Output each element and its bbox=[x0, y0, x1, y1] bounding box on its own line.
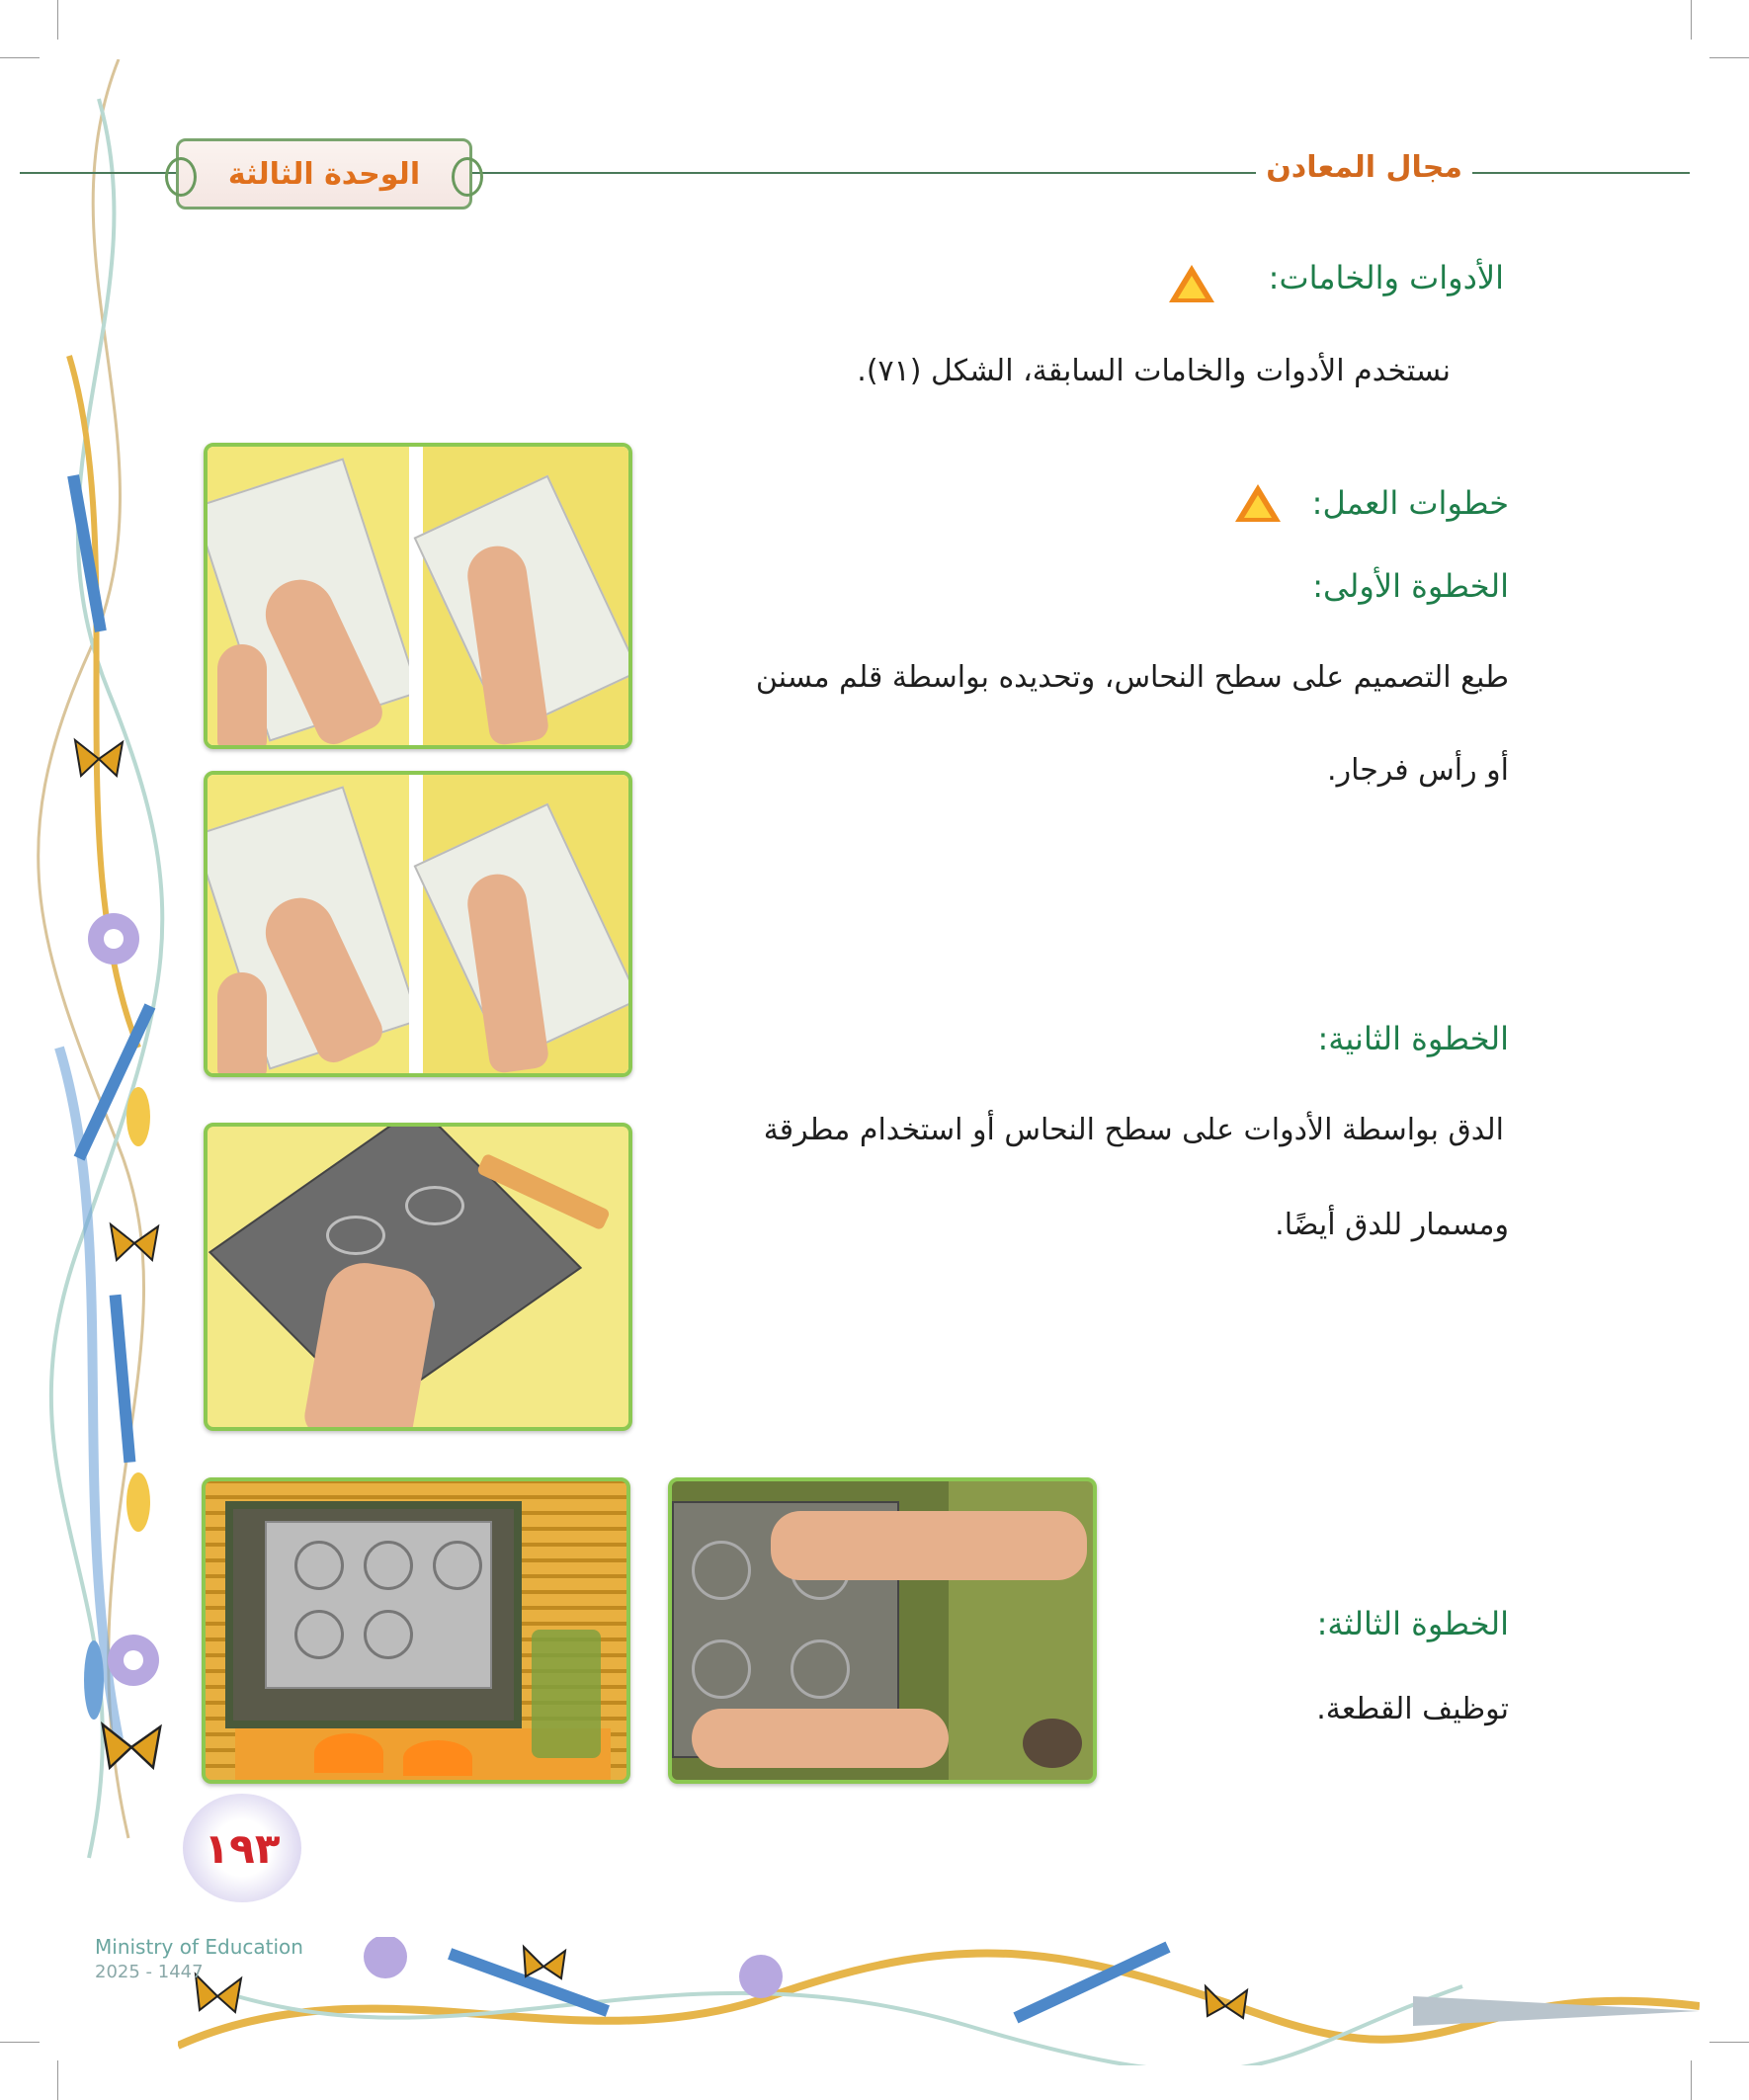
crop-mark bbox=[1691, 2060, 1692, 2100]
decorative-border bbox=[0, 59, 208, 1868]
green-glass bbox=[532, 1630, 601, 1758]
step2-text-line2: ومسمار للدق أيضًا. bbox=[1275, 1208, 1509, 1242]
decorative-vine bbox=[178, 1937, 1700, 2065]
photo-panel bbox=[208, 447, 409, 745]
hand bbox=[217, 644, 267, 749]
step1-text-line1: طبع التصميم على سطح النحاس، وتحديده بواسطة قلم مسنن bbox=[755, 660, 1509, 695]
butterfly-icon bbox=[97, 1720, 166, 1775]
step3-text: توظيف القطعة. bbox=[1316, 1692, 1509, 1726]
panel-divider bbox=[409, 447, 423, 745]
butterfly-icon bbox=[107, 1220, 162, 1266]
glue-jar bbox=[1023, 1719, 1082, 1768]
butterfly-icon bbox=[71, 736, 126, 782]
photo-tracing-outline bbox=[204, 771, 632, 1077]
crop-mark bbox=[0, 57, 40, 58]
step1-heading: الخطوة الأولى: bbox=[1312, 567, 1509, 605]
embossed-circle bbox=[433, 1541, 482, 1590]
edition-year: 2025 - 1447 bbox=[95, 1962, 204, 1982]
page-number: ١٩٣ bbox=[204, 1823, 281, 1873]
page-number-badge bbox=[183, 1794, 301, 1902]
step3-heading: الخطوة الثالثة: bbox=[1316, 1605, 1509, 1642]
embossed-circle bbox=[364, 1610, 413, 1659]
step2-heading: الخطوة الثانية: bbox=[1317, 1020, 1509, 1057]
orange-slice bbox=[403, 1740, 472, 1776]
hand bbox=[217, 972, 267, 1077]
orange-slice bbox=[314, 1733, 383, 1773]
hand bbox=[771, 1511, 1087, 1580]
photo-panel bbox=[208, 775, 409, 1073]
unit-title: الوحدة الثالثة bbox=[227, 156, 421, 192]
hand bbox=[692, 1709, 949, 1768]
crop-mark bbox=[57, 2060, 58, 2100]
embossed-circle bbox=[692, 1541, 751, 1600]
embossed-circle bbox=[294, 1610, 344, 1659]
steps-heading: خطوات العمل: bbox=[1311, 484, 1509, 522]
embossed-circle bbox=[364, 1541, 413, 1590]
photo-hammering bbox=[204, 1123, 632, 1431]
unit-title-frame bbox=[176, 138, 472, 210]
step1-text-line2: أو رأس فرجار. bbox=[1327, 753, 1509, 788]
step2-text-line1: الدق بواسطة الأدوات على سطح النحاس أو استخدام مطرقة bbox=[763, 1113, 1504, 1147]
crop-mark bbox=[1709, 2042, 1749, 2043]
warning-triangle-icon bbox=[1235, 484, 1281, 522]
photo-mounting-piece bbox=[668, 1477, 1097, 1784]
field-title: مجال المعادن bbox=[1256, 150, 1472, 185]
embossed-circle bbox=[692, 1639, 751, 1699]
embossed-circle bbox=[294, 1541, 344, 1590]
ministry-logo-text: Ministry of Education bbox=[95, 1935, 303, 1959]
tools-text: نستخدم الأدوات والخامات السابقة، الشكل (٧١). bbox=[857, 354, 1451, 388]
tools-heading: الأدوات والخامات: bbox=[1268, 259, 1504, 296]
photo-tracing-design bbox=[204, 443, 632, 749]
embossed-leaf bbox=[405, 1186, 464, 1225]
photo-finished-frame bbox=[202, 1477, 630, 1784]
crop-mark bbox=[1709, 57, 1749, 58]
warning-triangle-icon bbox=[1169, 265, 1214, 302]
photo-panel bbox=[423, 447, 628, 745]
photo-panel bbox=[423, 775, 628, 1073]
panel-divider bbox=[409, 775, 423, 1073]
crop-mark bbox=[57, 0, 58, 40]
embossed-leaf bbox=[326, 1216, 385, 1255]
embossed-circle bbox=[791, 1639, 850, 1699]
crop-mark bbox=[0, 2042, 40, 2043]
crop-mark bbox=[1691, 0, 1692, 40]
